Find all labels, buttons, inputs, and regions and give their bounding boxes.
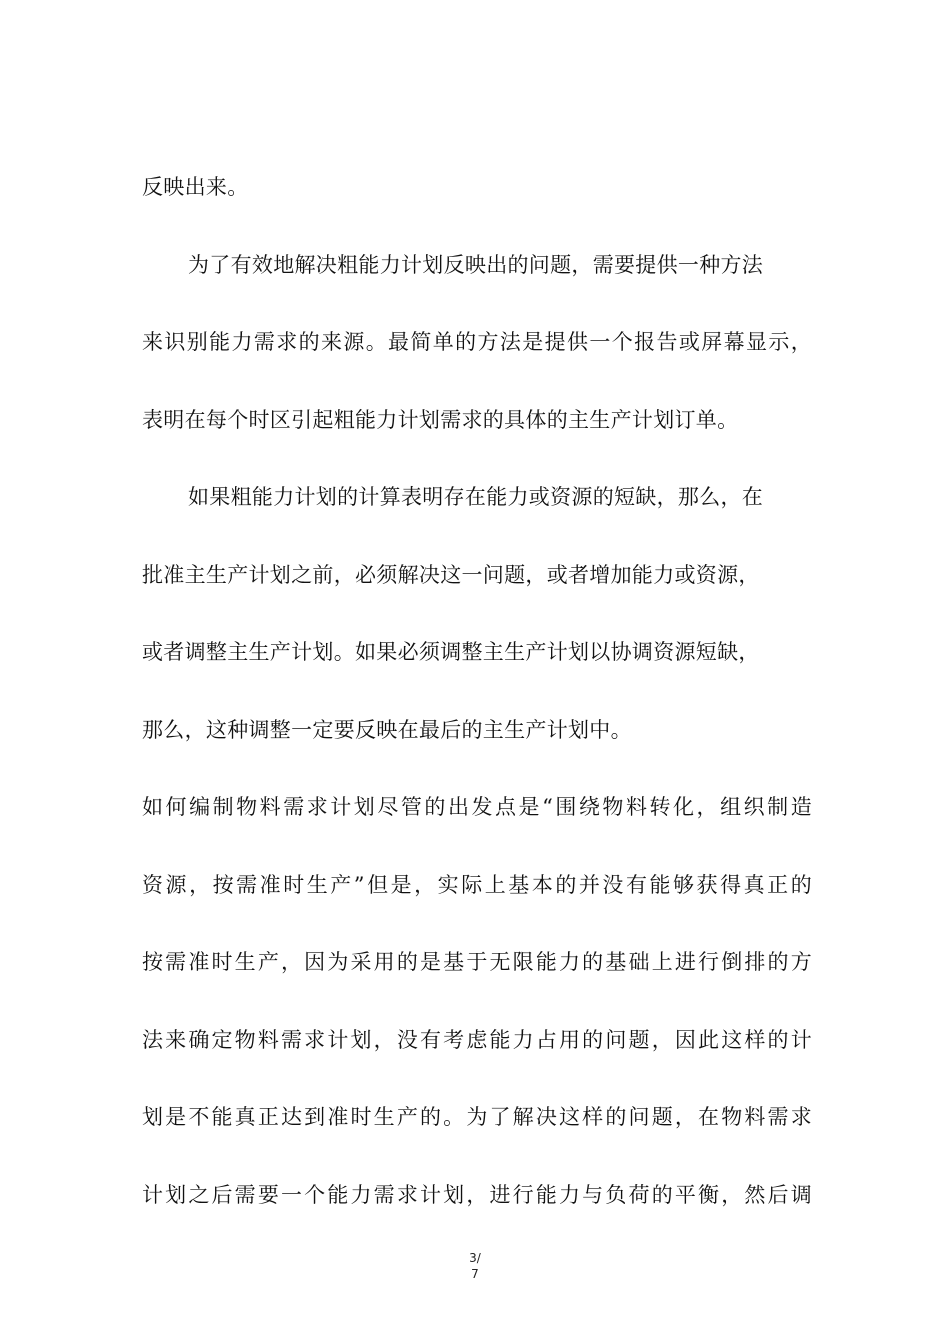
- text-line: 那么，这种调整一定要反映在最后的主生产计划中。: [142, 717, 632, 742]
- body-text: [142, 162, 812, 1247]
- text-line: 计划之后需要一个能力需求计划，进行能力与负荷的平衡，然后调: [142, 1182, 812, 1207]
- page-number: [0, 1250, 950, 1282]
- text-line: 批准主生产计划之前，必须解决这一问题，或者增加能力或资源，: [142, 562, 760, 587]
- paragraph-first-line: 如果粗能力计划的计算表明存在能力或资源的短缺，那么，在: [188, 485, 764, 509]
- paragraph-first-line: 如何编制物料需求计划尽管的出发点是“围绕物料转化，组织制造: [142, 795, 812, 819]
- text-line: 法来确定物料需求计划，没有考虑能力占用的问题，因此这样的计: [142, 1027, 812, 1052]
- text-line: 反映出来。: [142, 175, 249, 199]
- page-number-line: 3/: [469, 1251, 481, 1265]
- text-line: 或者调整主生产计划。如果必须调整主生产计划以协调资源短缺，: [142, 640, 760, 664]
- text-line: 表明在每个时区引起粗能力计划需求的具体的主生产计划订单。: [142, 407, 739, 432]
- text-line: 来识别能力需求的来源。最简单的方法是提供一个报告或屏幕显示，: [142, 330, 812, 354]
- page-number-line: 7: [471, 1267, 479, 1281]
- paragraph-first-line: 为了有效地解决粗能力计划反映出的问题，需要提供一种方法: [188, 252, 764, 277]
- text-line: 资源，按需准时生产”但是，实际上基本的并没有能够获得真正的: [142, 872, 812, 897]
- text-line: 划是不能真正达到准时生产的。为了解决这样的问题，在物料需求: [142, 1105, 812, 1129]
- text-line: 按需准时生产，因为采用的是基于无限能力的基础上进行倒排的方: [142, 950, 812, 974]
